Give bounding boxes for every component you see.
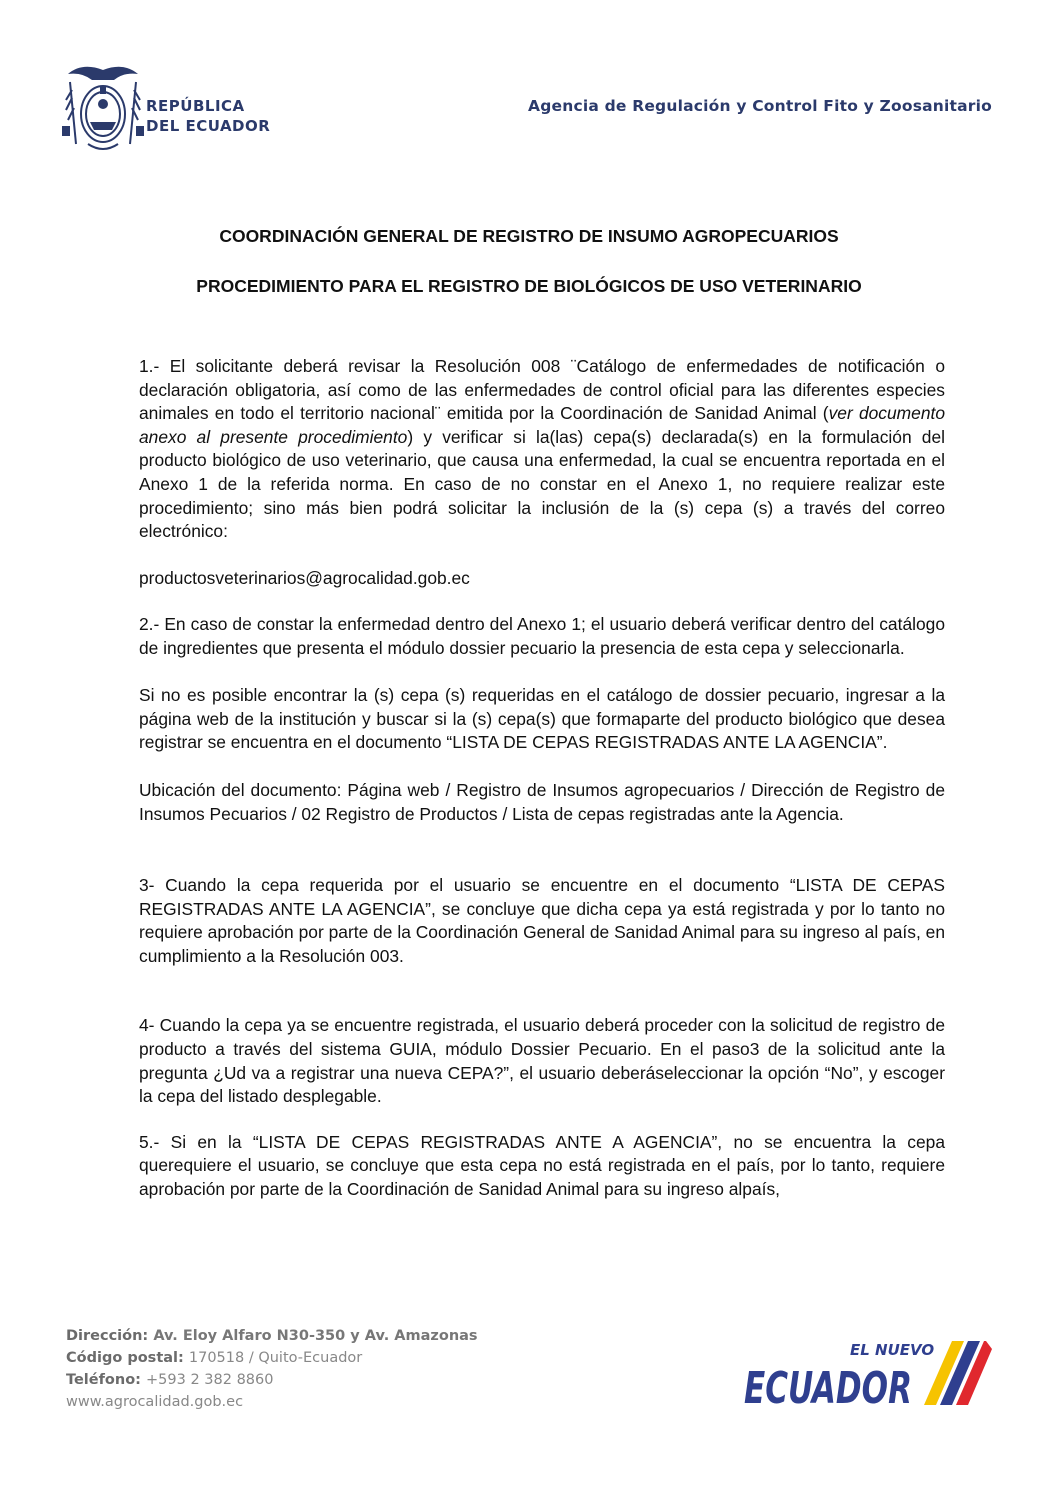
paragraph-7: 5.- Si en la “LISTA DE CEPAS REGISTRADAS ANTE A AGENCIA”, no se encuentra la cepa querequiere el usuario, se concluye que esta cepa no está registrada en el país, por lo tanto, requiere aprobación por parte de la Coordinación de Sanidad Animal para su ingreso alpaís, bbox=[139, 1131, 945, 1200]
document-body bbox=[139, 355, 945, 1202]
document-title-2: PROCEDIMIENTO PARA EL REGISTRO DE BIOLÓGICOS DE USO VETERINARIO bbox=[196, 276, 862, 296]
address-label: Dirección: bbox=[66, 1328, 149, 1344]
postal-label: Código postal: bbox=[66, 1350, 184, 1366]
paragraph-6: 4- Cuando la cepa ya se encuentre registrada, el usuario deberá proceder con la solicitud de registro de producto a través del sistema GUIA, módulo Dossier Pecuario. En el paso3 de la solicitud ante la pregunta ¿Ud va a registrar una nueva CEPA?”, el usuario deberáseleccionar la opción “No”, y escoger la cepa del listado desplegable. bbox=[139, 1015, 945, 1107]
footer-phone-line bbox=[66, 1369, 478, 1391]
phone-value: +593 2 382 8860 bbox=[146, 1372, 274, 1388]
agency-name: Agencia de Regulación y Control Fito y Zoosanitario bbox=[528, 97, 992, 115]
page-header bbox=[0, 0, 1058, 170]
postal-value: 170518 / Quito-Ecuador bbox=[188, 1350, 363, 1366]
footer-address bbox=[66, 1325, 478, 1413]
paragraph-4: Ubicación del documento: Página web / Registro de Insumos agropecuarios / Dirección de Registro de Insumos Pecuarios / 02 Registro de Productos / Lista de cepas registradas ante la Agencia. bbox=[139, 779, 945, 824]
contact-email[interactable]: productosveterinarios@agrocalidad.gob.ec bbox=[139, 568, 470, 589]
paragraph-1-text-b: ) y verificar si la(las) cepa(s) declarada(s) en la formulación del producto biológico de uso veterinario, que causa una enfermedad, la cual se encuentra reportada en el Anexo 1 de la referida norma. En caso de no constar en el Anexo 1, no requiere realizar este procedimiento; sino más bien podrá solicitar la inclusión de la (s) cepa (s) a través del correo electrónico: bbox=[139, 426, 945, 542]
paragraph-5: 3- Cuando la cepa requerida por el usuario se encuentre en el documento “LISTA DE CEPAS REGISTRADAS ANTE LA AGENCIA”, se concluye que dicha cepa ya está registrada y por lo tanto no requiere aprobación por parte de la Coordinación General de Sanidad Animal para su ingreso al país, en cumplimiento a la Resolución 003. bbox=[139, 875, 945, 966]
logo-small-text: EL NUEVO bbox=[850, 1341, 935, 1359]
republic-label bbox=[146, 96, 270, 136]
coat-of-arms-icon bbox=[62, 60, 144, 156]
website-link[interactable]: www.agrocalidad.gob.ec bbox=[66, 1394, 244, 1410]
document-title-1: COORDINACIÓN GENERAL DE REGISTRO DE INSUMO AGROPECUARIOS bbox=[219, 226, 839, 246]
phone-label: Teléfono: bbox=[66, 1372, 141, 1388]
paragraph-1 bbox=[139, 355, 945, 591]
footer-address-line bbox=[66, 1325, 478, 1347]
paragraph-2: 2.- En caso de constar la enfermedad dentro del Anexo 1; el usuario deberá verificar dentro del catálogo de ingredientes que presenta el módulo dossier pecuario la presencia de esta cepa y seleccionarla. bbox=[139, 613, 945, 658]
footer-postal-line bbox=[66, 1347, 478, 1369]
logo-big-text: ECUADOR bbox=[744, 1363, 912, 1414]
el-nuevo-ecuador-logo bbox=[742, 1333, 992, 1415]
republic-line-2: DEL ECUADOR bbox=[146, 117, 271, 135]
paragraph-1-text-a: 1.- El solicitante deberá revisar la Resolución 008 ¨Catálogo de enfermedades de notificación o declaración obligatoria, así como de las enfermedades de control oficial para las diferentes especies animales en todo el territorio nacional¨ emitida por la Coordinación de Sanidad Animal ( bbox=[139, 356, 945, 424]
paragraph-1-italic: ver documento anexo al presente procedimiento bbox=[139, 403, 945, 447]
address-value: Av. Eloy Alfaro N30-350 y Av. Amazonas bbox=[153, 1328, 478, 1344]
flag-stripes-icon bbox=[924, 1341, 992, 1405]
republic-line-1: REPÚBLICA bbox=[146, 97, 245, 115]
paragraph-3: Si no es posible encontrar la (s) cepa (s) requeridas en el catálogo de dossier pecuario, ingresar a la página web de la institución y buscar si la (s) cepa(s) que formaparte del producto biológico que desea registrar se encuentra en el documento “LISTA DE CEPAS REGISTRADAS ANTE LA AGENCIA”. bbox=[139, 685, 945, 753]
